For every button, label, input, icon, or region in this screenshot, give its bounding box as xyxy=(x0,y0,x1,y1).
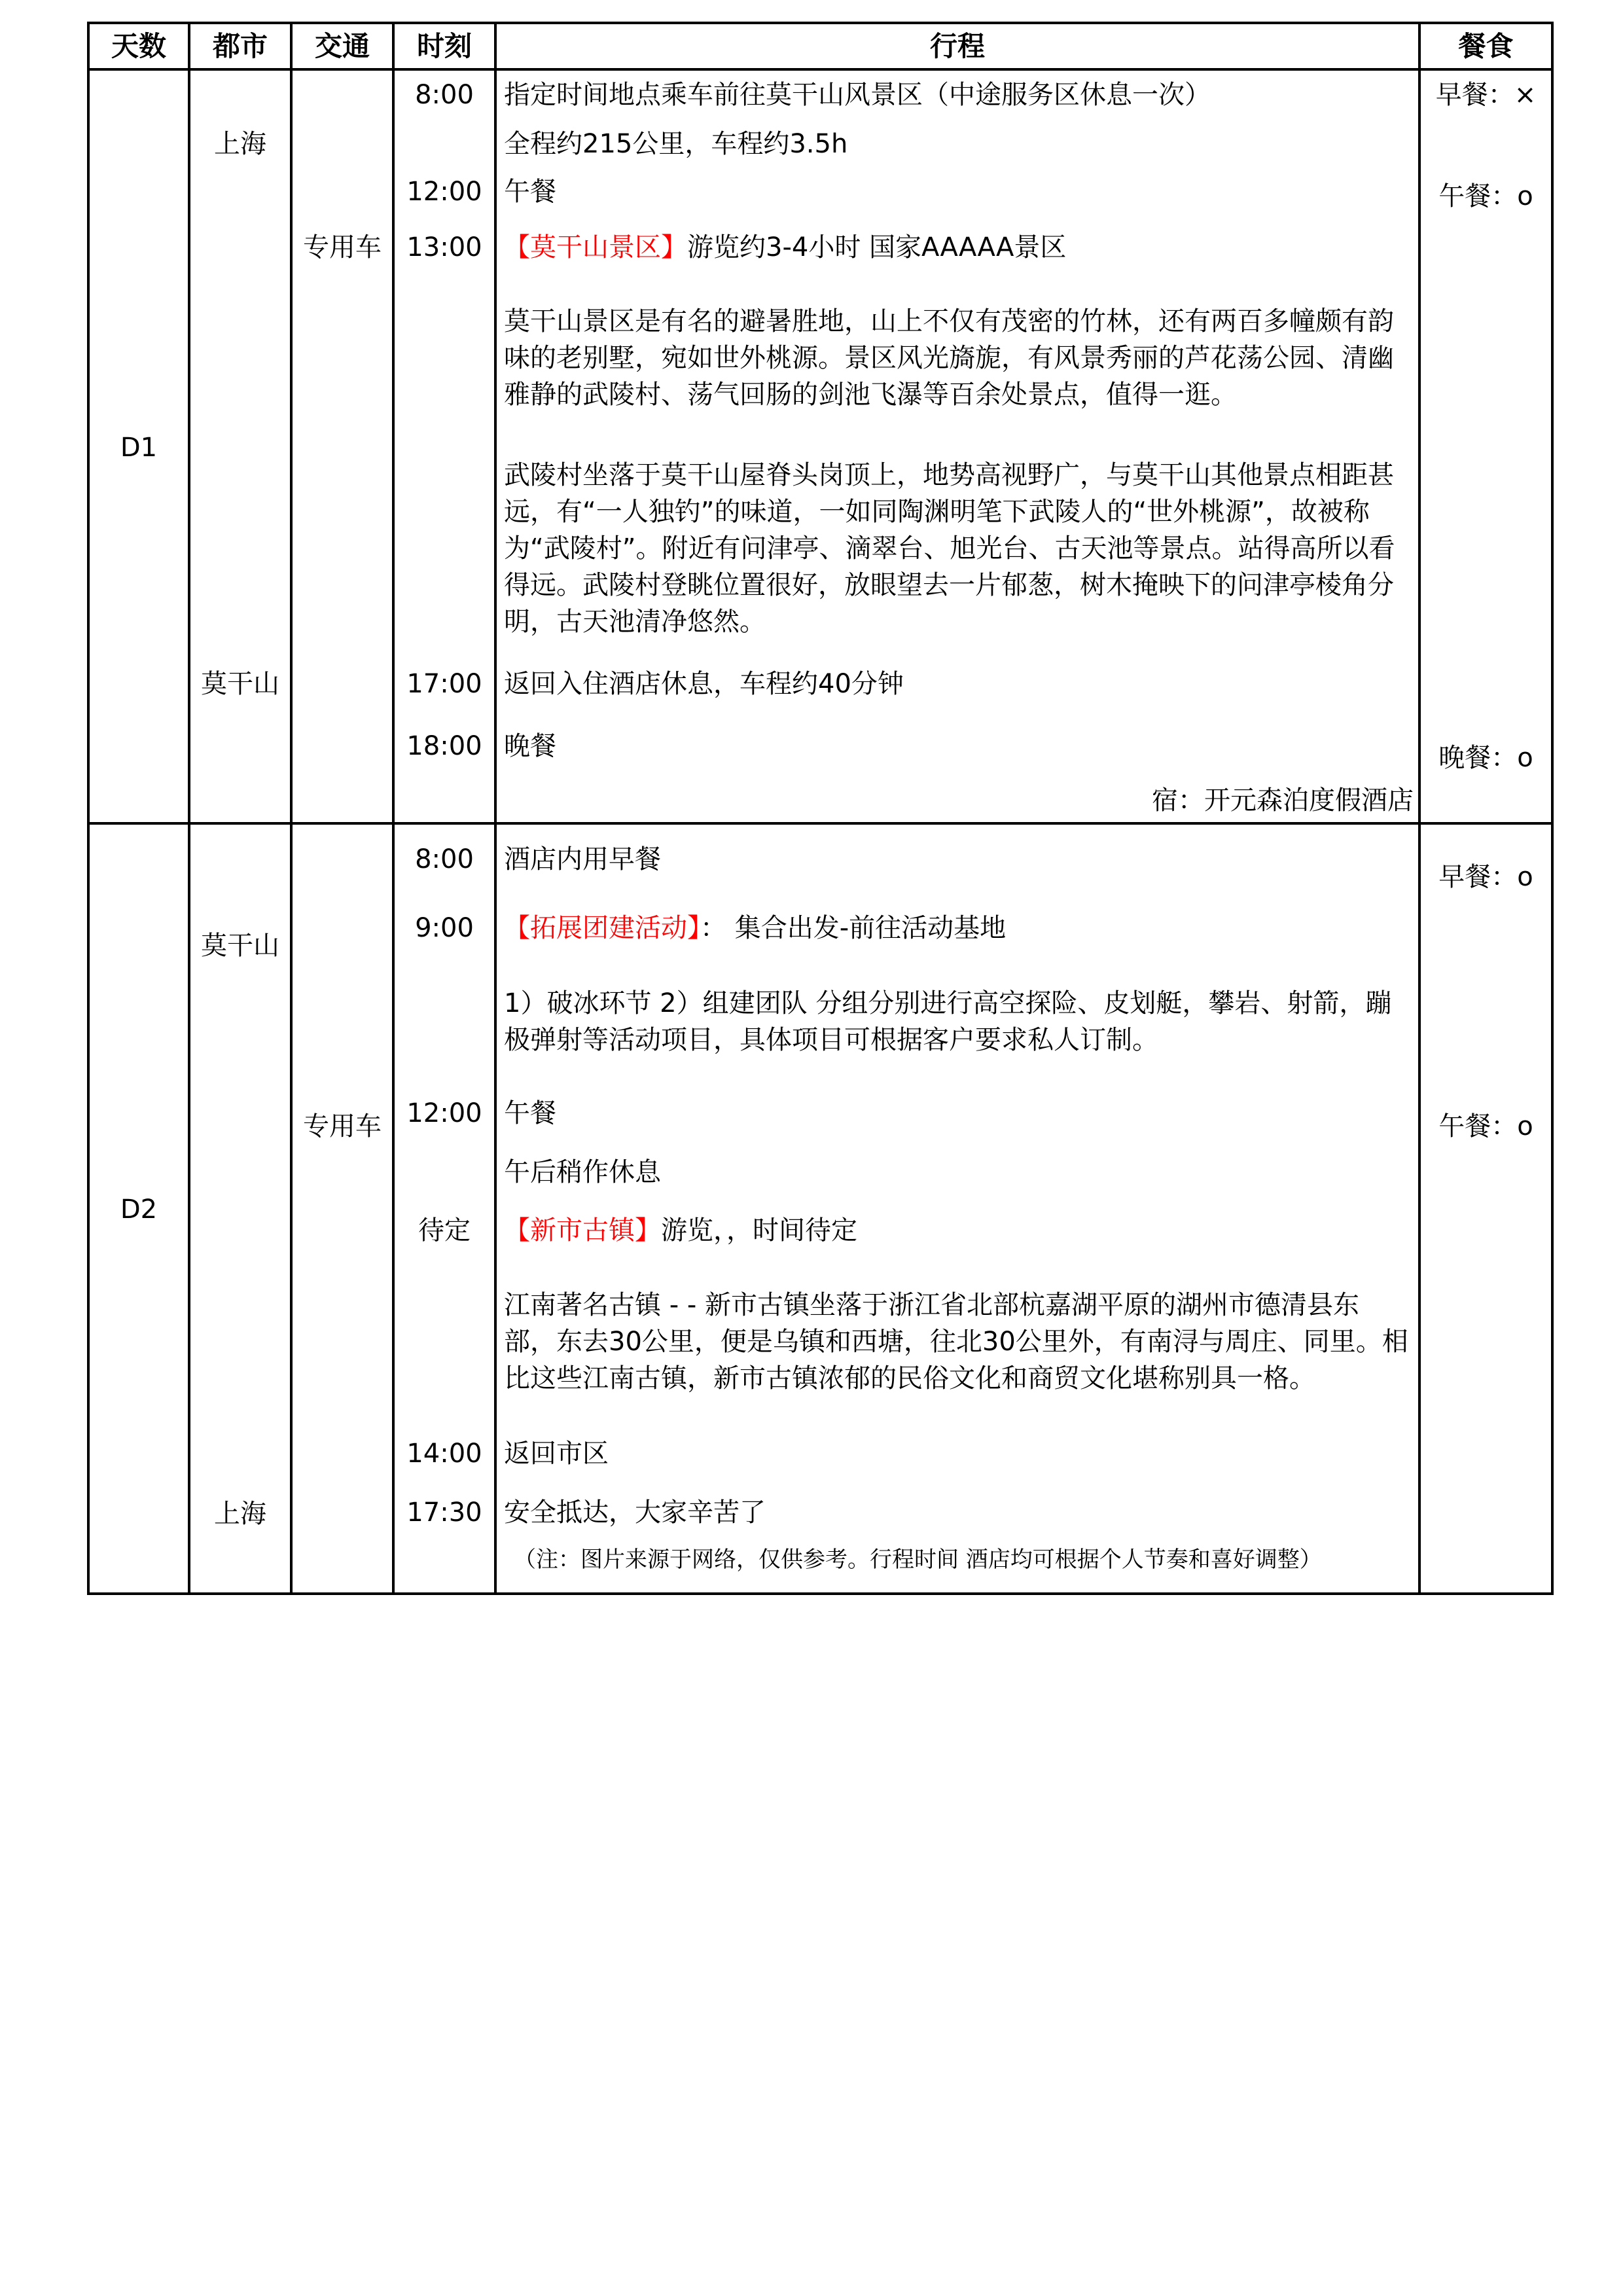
meal-lunch: 午餐：o xyxy=(1438,1111,1533,1141)
itinerary-line: 返回市区 xyxy=(504,1439,609,1469)
itinerary-line: 午餐 xyxy=(504,177,556,207)
activity-highlight: 【拓展团建活动】 xyxy=(504,913,700,943)
day-label: D1 xyxy=(120,433,158,463)
header-transport: 交通 xyxy=(314,30,370,62)
city-end: 莫干山 xyxy=(201,669,279,699)
attraction-highlight: 【新市古镇】 xyxy=(504,1215,661,1246)
time-cell: 待定 xyxy=(418,1215,471,1246)
itinerary-line: 午后稍作休息 xyxy=(504,1157,661,1187)
col-divider xyxy=(494,22,497,1595)
meal-dinner: 晚餐：o xyxy=(1438,743,1533,773)
transport: 专用车 xyxy=(303,232,382,262)
city-start: 莫干山 xyxy=(201,931,279,961)
itinerary-line: 酒店内用早餐 xyxy=(504,844,661,874)
header-itinerary: 行程 xyxy=(929,30,985,62)
city-start: 上海 xyxy=(214,129,266,159)
header-time: 时刻 xyxy=(416,30,472,62)
col-divider xyxy=(1418,22,1421,1595)
header-meals: 餐食 xyxy=(1458,30,1514,62)
time-cell: 12:00 xyxy=(406,1098,482,1128)
attraction-detail: 游览约3-4小时 国家AAAAA景区 xyxy=(687,232,1067,262)
meal-breakfast: 早餐：× xyxy=(1435,80,1537,110)
itinerary-line: 午餐 xyxy=(504,1098,556,1128)
activity-detail: ： 集合出发-前往活动基地 xyxy=(700,913,1007,943)
hotel-info: 宿：开元森泊度假酒店 xyxy=(1152,785,1414,816)
time-cell: 13:00 xyxy=(406,232,482,262)
itinerary-line xyxy=(504,229,1066,266)
itinerary-line: 指定时间地点乘车前往莫干山风景区（中途服务区休息一次） xyxy=(504,80,1211,110)
meal-breakfast: 早餐：o xyxy=(1438,862,1533,892)
footnote: （注：图片来源于网络，仅供参考。行程时间 酒店均可根据个人节奏和喜好调整） xyxy=(514,1547,1322,1573)
attraction-highlight: 【莫干山景区】 xyxy=(504,232,687,262)
day-label: D2 xyxy=(120,1194,158,1225)
itinerary-line: 晚餐 xyxy=(504,731,556,761)
col-divider xyxy=(188,22,190,1595)
itinerary-line: 安全抵达，大家辛苦了 xyxy=(504,1498,766,1528)
time-cell: 18:00 xyxy=(406,731,482,761)
time-cell: 9:00 xyxy=(415,913,474,943)
time-cell: 17:00 xyxy=(406,669,482,699)
time-cell: 17:30 xyxy=(406,1498,482,1528)
time-cell: 14:00 xyxy=(406,1439,482,1469)
time-cell: 8:00 xyxy=(415,80,474,110)
attraction-detail: 游览，，时间待定 xyxy=(661,1215,857,1246)
time-cell: 8:00 xyxy=(415,844,474,874)
meal-lunch: 午餐：o xyxy=(1438,181,1533,211)
itinerary-line: 返回入住酒店休息，车程约40分钟 xyxy=(504,669,904,699)
city-end: 上海 xyxy=(214,1499,266,1529)
itinerary-line xyxy=(504,1212,857,1249)
day-divider xyxy=(87,822,1554,825)
header-day: 天数 xyxy=(111,30,166,62)
time-cell: 12:00 xyxy=(406,177,482,207)
header-divider xyxy=(87,68,1554,71)
header-city: 都市 xyxy=(212,30,268,62)
description-paragraph: 江南著名古镇 - - 新市古镇坐落于浙江省北部杭嘉湖平原的湖州市德清县东部，东去30公里，便是乌镇和西塘，往北30公里外，有南浔与周庄、同里。相比这些江南古镇，新市古镇浓郁的民俗文化和商贸文化堪称别具一格。 xyxy=(504,1290,1408,1393)
transport: 专用车 xyxy=(303,1111,382,1141)
itinerary-line xyxy=(504,910,1006,946)
itinerary-line: 全程约215公里，车程约3.5h xyxy=(504,129,848,159)
description-paragraph: 1）破冰环节 2）组建团队 分组分别进行高空探险、皮划艇，攀岩、射箭，蹦极弹射等活动项目，具体项目可根据客户要求私人订制。 xyxy=(504,988,1392,1055)
description-paragraph: 莫干山景区是有名的避暑胜地，山上不仅有茂密的竹林，还有两百多幢颇有韵味的老别墅，宛如世外桃源。景区风光旖旎，有风景秀丽的芦花荡公园、清幽雅静的武陵村、荡气回肠的剑池飞瀑等百余处景点，值得一逛。 xyxy=(504,306,1394,410)
description-paragraph: 武陵村坐落于莫干山屋脊头岗顶上，地势高视野广，与莫干山其他景点相距甚远，有“一人独钓”的味道，一如同陶渊明笔下武陵人的“世外桃源”，故被称为“武陵村”。附近有问津亭、滴翠台、旭光台、古天池等景点。站得高所以看得远。武陵村登眺位置很好，放眼望去一片郁葱，树木掩映下的问津亭棱角分明，古天池清净悠然。 xyxy=(504,460,1395,637)
